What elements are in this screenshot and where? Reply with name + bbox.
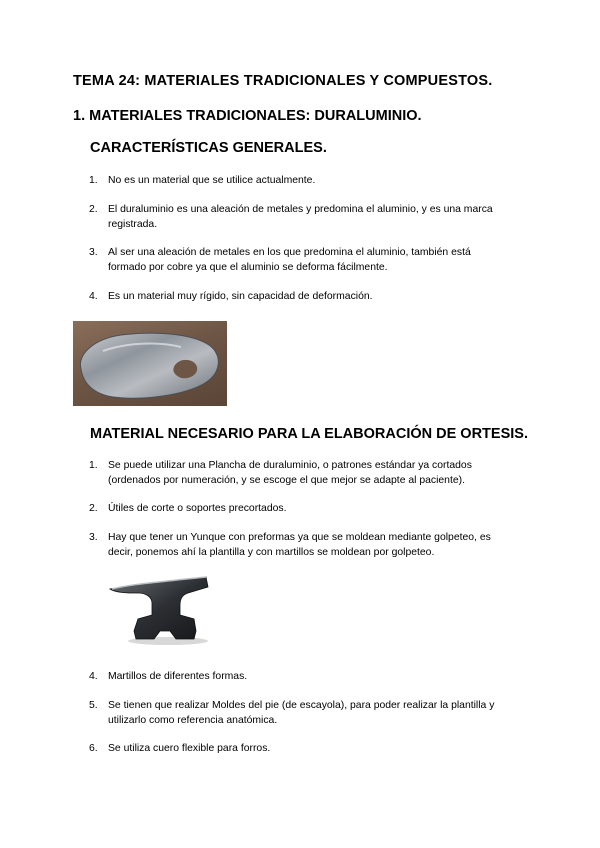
list-number: 5. <box>89 700 98 711</box>
list-item <box>89 173 493 188</box>
materials-list-part2 <box>89 669 495 756</box>
list-number: 2. <box>89 204 98 215</box>
list-item <box>89 669 494 684</box>
list-text-line: Hay que tener un Yunque con preformas ya que se moldean mediante golpeteo, es <box>108 532 491 543</box>
list-number: 3. <box>89 532 98 543</box>
list-text-line: El duraluminio es una aleación de metales y predomina el aluminio, y es una marca <box>108 204 493 215</box>
list-item <box>89 458 491 488</box>
list-number: 1. <box>89 175 98 186</box>
list-number: 6. <box>89 743 98 754</box>
document-title: TEMA 24: MATERIALES TRADICIONALES Y COMPUESTOS. <box>73 73 493 89</box>
list-number: 2. <box>89 503 98 514</box>
materials-list-part1 <box>89 458 491 560</box>
list-number: 4. <box>89 671 98 682</box>
list-number: 3. <box>89 247 98 258</box>
list-text-line: Se tienen que realizar Moldes del pie (de escayola), para poder realizar la plantilla y <box>108 700 495 711</box>
list-item <box>89 698 495 728</box>
list-item <box>89 289 493 304</box>
anvil-photo <box>108 573 212 647</box>
list-item <box>89 202 493 232</box>
characteristics-list <box>89 173 493 304</box>
list-text-line: Martillos de diferentes formas. <box>108 671 248 682</box>
list-text-line: decir, ponemos ahí la plantilla y con martillos se moldean por golpeteo. <box>108 547 435 558</box>
list-text-line: (ordenados por numeración, y se escoge el que mejor se adapte al paciente). <box>108 475 465 486</box>
list-text-line: utilizarlo como referencia anatómica. <box>108 715 278 726</box>
list-text-line: Se puede utilizar una Plancha de duraluminio, o patrones estándar ya cortados <box>108 460 472 471</box>
subheading-material-necesario: MATERIAL NECESARIO PARA LA ELABORACIÓN DE ORTESIS. <box>90 426 528 442</box>
list-text-line: formado por cobre ya que el aluminio se deforma fácilmente. <box>108 262 388 273</box>
list-item <box>89 530 491 560</box>
list-text-line: registrada. <box>108 219 158 230</box>
list-item <box>89 501 491 516</box>
list-item <box>89 741 494 756</box>
section-heading-duraluminio: 1. MATERIALES TRADICIONALES: DURALUMINIO. <box>73 108 422 124</box>
duraluminio-plate-photo <box>73 321 227 406</box>
list-text-line: Es un material muy rígido, sin capacidad de deformación. <box>108 291 373 302</box>
list-item <box>89 245 493 275</box>
subheading-caracteristicas: CARACTERÍSTICAS GENERALES. <box>90 140 327 156</box>
list-number: 4. <box>89 291 98 302</box>
list-text-line: Se utiliza cuero flexible para forros. <box>108 743 271 754</box>
list-text-line: Útiles de corte o soportes precortados. <box>108 503 287 514</box>
list-number: 1. <box>89 460 98 471</box>
list-text-line: No es un material que se utilice actualmente. <box>108 175 316 186</box>
list-text-line: Al ser una aleación de metales en los que predomina el aluminio, también está <box>108 247 471 258</box>
